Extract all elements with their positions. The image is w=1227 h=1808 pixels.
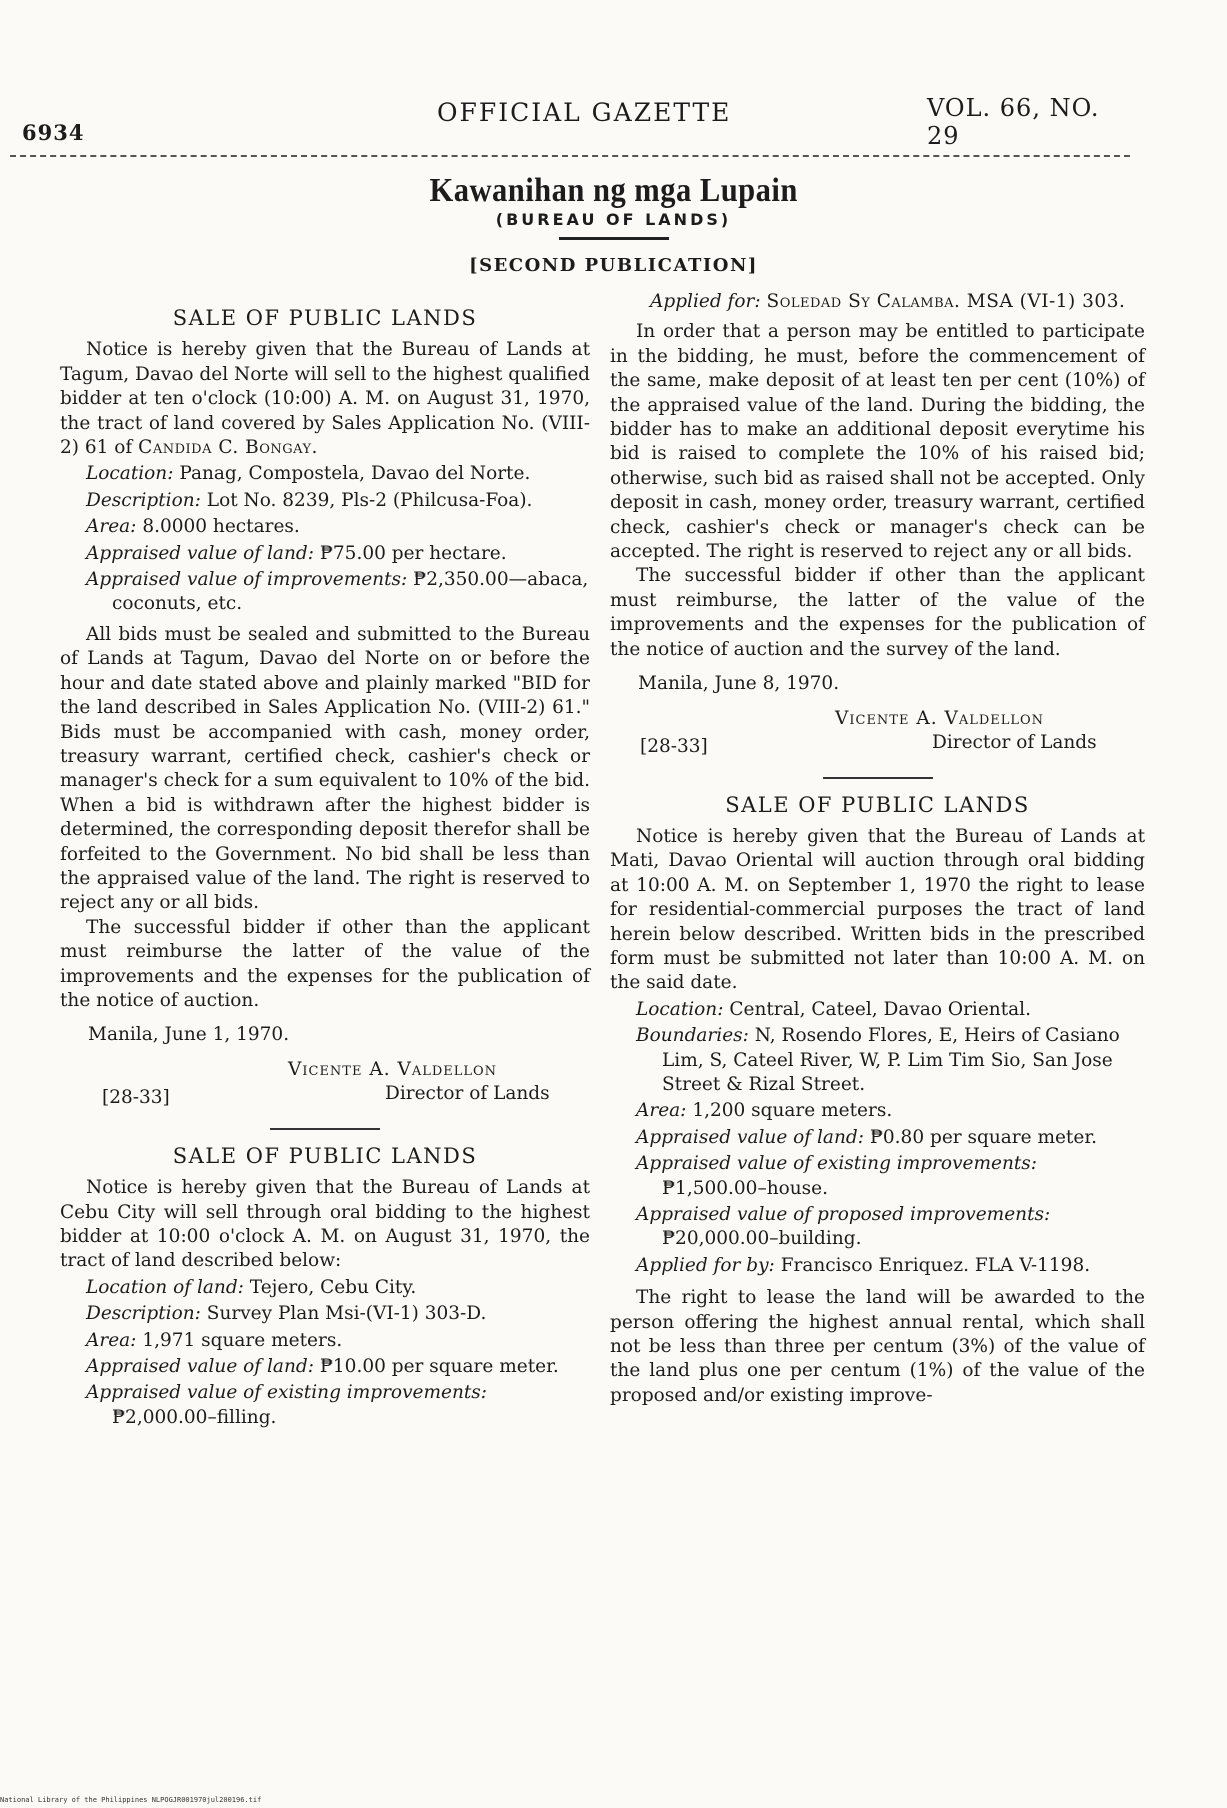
left-column: [60, 302, 590, 1430]
notice1-detail: Area: 8.0000 hectares.: [86, 516, 300, 538]
notice2-applied-for: Applied for: Soledad Sy Calamba. MSA (VI-1) 303.: [650, 291, 1126, 312]
publication-note: [SECOND PUBLICATION]: [469, 255, 758, 276]
notice1-detail: Description: Lot No. 8239, Pls-2 (Philcusa-Foa).: [86, 489, 533, 511]
notice2-ref: [28-33]: [640, 735, 708, 757]
section-rule: [823, 777, 933, 779]
notice2-dateline: Manila, June 8, 1970.: [638, 673, 840, 695]
notice3-detail: Applied for by: Francisco Enriquez. FLA V-1198.: [636, 1254, 1091, 1276]
volume-number: VOL. 66, NO. 29: [927, 94, 1100, 150]
notice2-detail: Appraised value of existing improvements: ₱2,000.00–filling.: [86, 1382, 488, 1428]
notice3-intro: Notice is hereby given that the Bureau of Lands at Mati, Davao Oriental will auction through oral bidding at 10:00 A. M. on September 1, 1970 the right to lease for residential-commercial purposes the tract of land herein below described. Written bids in the prescribed form must be submitted not later than 10:00 A. M. on the said date.: [610, 825, 1145, 994]
notice1-bid-rules: All bids must be sealed and submitted to the Bureau of Lands at Tagum, Davao del Norte on or before the hour and date stated above and plainly marked "BID for the land described in Sales Application No. (VIII-2) 61." Bids must be accompanied with cash, money order, treasury warrant, certified check, cashier's check or manager's check for a sum equivalent to 10% of the bid. When a bid is withdrawn after the highest bidder is determined, the corresponding deposit therefor shall be forfeited to the Government. No bid shall be less than the appraised value of the land. The right is reserved to reject any or all bids.: [60, 623, 590, 914]
header-rule: [10, 155, 1130, 157]
notice3-detail: Appraised value of proposed improvements: ₱20,000.00–building.: [636, 1204, 1051, 1250]
notice3-heading: SALE OF PUBLIC LANDS: [725, 792, 1030, 817]
notice1-intro: Notice is hereby given that the Bureau of Lands at Tagum, Davao del Norte will sell to the highest qualified bidder at ten o'clock (10:00) A. M. on August 31, 1970, the tract of land covered by Sales Application No. (VIII-2) 61 of Candida C. Bongay.: [60, 339, 590, 459]
page-header: [22, 92, 1132, 150]
notice2-detail: Location of land: Tejero, Cebu City.: [86, 1276, 417, 1298]
notice1-detail: Location: Panag, Compostela, Davao del Norte.: [86, 463, 531, 485]
notice1-heading: SALE OF PUBLIC LANDS: [172, 306, 478, 330]
notice1-applicant: Candida C. Bongay.: [138, 437, 318, 459]
notice1-reimbursement: The successful bidder if other than the applicant must reimburse the latter of the value of the improvements and the expenses for the publication of the notice of auction.: [60, 916, 590, 1011]
notice3-detail: Appraised value of existing improvements: ₱1,500.00–house.: [636, 1153, 1038, 1199]
section-rule: [270, 1128, 380, 1130]
agency-heading: [0, 172, 1227, 240]
notice1-signer: Vicente A. Valdellon: [288, 1058, 498, 1080]
agency-rule: [559, 237, 669, 240]
notice2-heading: SALE OF PUBLIC LANDS: [172, 1143, 478, 1168]
notice3-lease-terms: The right to lease the land will be awarded to the person offering the highest annual rental, which shall not be less than three per centum (3%) of the value of the land plus one per centum (1%) of the value of the proposed and/or existing improve-: [610, 1287, 1145, 1406]
notice2-detail: Area: 1,971 square meters.: [86, 1329, 343, 1351]
notice2-intro: Notice is hereby given that the Bureau of Lands at Cebu City will sell through oral bidding to the highest bidder at 10:00 o'clock A. M. on August 31, 1970, the tract of land described below:: [60, 1177, 590, 1272]
notice1-detail: Appraised value of improvements: ₱2,350.00—abaca, coconuts, etc.: [86, 569, 589, 615]
scan-footer: National Library of the Philippines NLPOGJR001970jul200196.tif: [0, 1796, 262, 1804]
notice3-detail: Appraised value of land: ₱0.80 per square meter.: [636, 1126, 1098, 1148]
notice2-detail: Appraised value of land: ₱10.00 per square meter.: [86, 1356, 559, 1378]
notice2-detail: Description: Survey Plan Msi-(VI-1) 303-D.: [86, 1303, 487, 1325]
notice1-dateline: Manila, June 1, 1970.: [88, 1024, 290, 1046]
right-column: [610, 288, 1145, 1408]
publication-title: OFFICIAL GAZETTE: [437, 98, 732, 127]
agency-name-tagalog: Kawanihan ng mga Lupain: [429, 172, 798, 209]
agency-name-english: (BUREAU OF LANDS): [495, 210, 732, 229]
page-number: 6934: [22, 120, 85, 145]
notice3-detail: Area: 1,200 square meters.: [636, 1100, 893, 1122]
notice3-detail: Boundaries: N, Rosendo Flores, E, Heirs of Casiano Lim, S, Cateel River, W, P. Lim Tim Sio, San Jose Street & Rizal Street.: [636, 1025, 1120, 1095]
notice1-signer-title: Director of Lands: [385, 1082, 550, 1104]
notice1-ref: [28-33]: [102, 1086, 170, 1108]
notice1-signature: [60, 1058, 590, 1112]
notice2-signer-title: Director of Lands: [932, 731, 1097, 753]
notice2-reimbursement: The successful bidder if other than the applicant must reimburse, the latter of the value of the improvements and the expenses for the publication of the notice of auction and the survey of the land.: [610, 565, 1145, 660]
notice2-bidding-rules: In order that a person may be entitled to participate in the bidding, he must, before the commencement of the same, make deposit of at least ten per cent (10%) of the appraised value of the land. During the bidding, the bidder has to make an additional deposit everytime his bid is raised to complete the 10% of his raised bid; otherwise, such bid as raised shall not be accepted. Only deposit in cash, money order, treasury warrant, certified check, cashier's check or manager's check can be accepted. The right is reserved to reject any or all bids.: [610, 321, 1145, 563]
notice2-signer: Vicente A. Valdellon: [835, 707, 1045, 729]
notice3-detail: Location: Central, Cateel, Davao Oriental.: [636, 998, 1031, 1020]
notice2-signature: [610, 707, 1145, 761]
notice1-detail: Appraised value of land: ₱75.00 per hectare.: [86, 542, 507, 564]
